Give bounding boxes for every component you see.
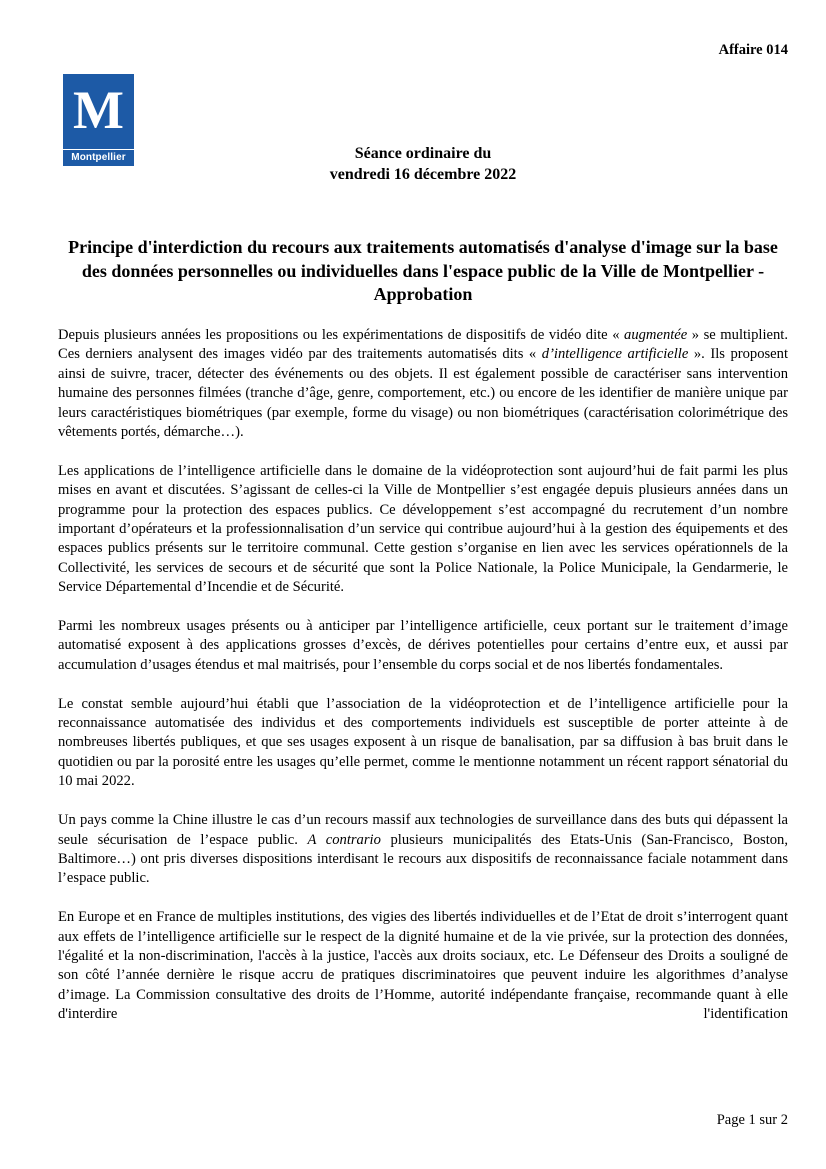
paragraph xyxy=(58,326,788,442)
paragraph: Le constat semble aujourd’hui établi que l’association de la vidéoprotection et de l’intelligence artificielle pour la reconnaissance automatisée des individus et des comportements individuels est susceptible de porter atteinte à de nombreuses libertés publiques, et que ses usages exposent à un risque de banalisation, par sa diffusion à bas bruit dans le quotidien ou par la porosité entre les usages qu’elle permet, comme le mentionne notamment un récent rapport sénatorial du 10 mai 2022. xyxy=(58,695,788,790)
page-number: Page 1 sur 2 xyxy=(716,1112,788,1128)
text-run: plusieurs municipalités des Etats-Unis (San-Francisco, Boston, Baltimore…) ont pris diverses dispositions interdisant le recours aux dispositifs de reconnaissance faciale notamment dans l’espace public. xyxy=(58,831,788,887)
logo-name: Montpellier xyxy=(63,149,134,166)
text-run: Un pays comme la Chine illustre le cas d’un recours massif aux technologies de surveillance dans des buts qui dépassent la seule sécurisation de l’espace public. xyxy=(58,812,788,848)
italic-run: d’intelligence artificielle xyxy=(541,346,689,363)
paragraph: Les applications de l’intelligence artificielle dans le domaine de la vidéoprotection sont aujourd’hui de fait parmi les plus mises en avant et discutées. S’agissant de celles-ci la Ville de Montpellier s’est engagée depuis plusieurs années dans un programme pour la protection des espaces publics. Ce développement s’est accompagné du recrutement d’un nombre important d’opérateurs et la professionnalisation d’un service qui contribue aujourd’hui à la gestion des équipements et des espaces publics présents sur le territoire communal. Cette gestion s’organise en lien avec les services opérationnels de la Collectivité, les services de secours et de sécurité que sont la Police Nationale, la Police Municipale, la Gendarmerie, le Service Départemental d’Incendie et de Sécurité. xyxy=(58,462,788,596)
text-run: ». Ils proposent ainsi de suivre, tracer, détecter des événements ou des objets. Il est également possible de caractériser sans intervention humaine des personnes filmées (tranche d’âge, genre, comportement, etc.) ou encore de les identifier de manière unique par leurs caractéristiques biométriques (par exemple, forme du visage) ou non biométriques (caractérisation colorimétrique des vêtements portés, démarche…). xyxy=(58,346,789,441)
italic-run: augmentée xyxy=(624,327,688,343)
text-run: » se multiplient. Ces derniers analysent des images vidéo par des traitements automatisés dits « xyxy=(58,327,788,363)
paragraph xyxy=(58,811,788,889)
logo-letter: M xyxy=(73,80,124,140)
document-body xyxy=(58,326,788,1044)
seance-heading xyxy=(0,143,826,185)
seance-line-2: vendredi 16 décembre 2022 xyxy=(329,166,517,183)
document-title: Principe d'interdiction du recours aux traitements automatisés d'analyse d'image sur la base des données personnelles ou individuelles dans l'espace public de la Ville de Montpellier - Approbation xyxy=(68,237,778,304)
italic-run: A contrario xyxy=(307,831,381,848)
affaire-number: Affaire 014 xyxy=(718,42,788,58)
paragraph: En Europe et en France de multiples institutions, des vigies des libertés individuelles et de l’Etat de droit s’interrogent quant aux effets de l’intelligence artificielle sur le respect de la dignité humaine et de la vie privée, sur la protection des données, l'égalité et la non-discrimination, l'accès à la justice, l'accès aux droits sociaux, etc. Le Défenseur des Droits a souligné de son côté l’année dernière le risque accru de pratiques discriminatoires que peuvent induire les algorithmes d’analyse d’image. La Commission consultative des droits de l’Homme, autorité indépendante française, recommande quant à elle d'interdire l'identification xyxy=(58,909,788,1023)
paragraph: Parmi les nombreux usages présents ou à anticiper par l’intelligence artificielle, ceux portant sur le traitement d’image automatisé exposent à des applications grosses d’excès, de dérives potentielles pour certains d’entre eux, et aussi par accumulation d’usages étendus et mal maitrisés, pour l’ensemble du corps social et de nos libertés fondamentales. xyxy=(58,618,788,673)
text-run: Depuis plusieurs années les propositions ou les expérimentations de dispositifs de vidéo dite « xyxy=(58,327,625,343)
seance-line-1: Séance ordinaire du xyxy=(354,145,492,162)
